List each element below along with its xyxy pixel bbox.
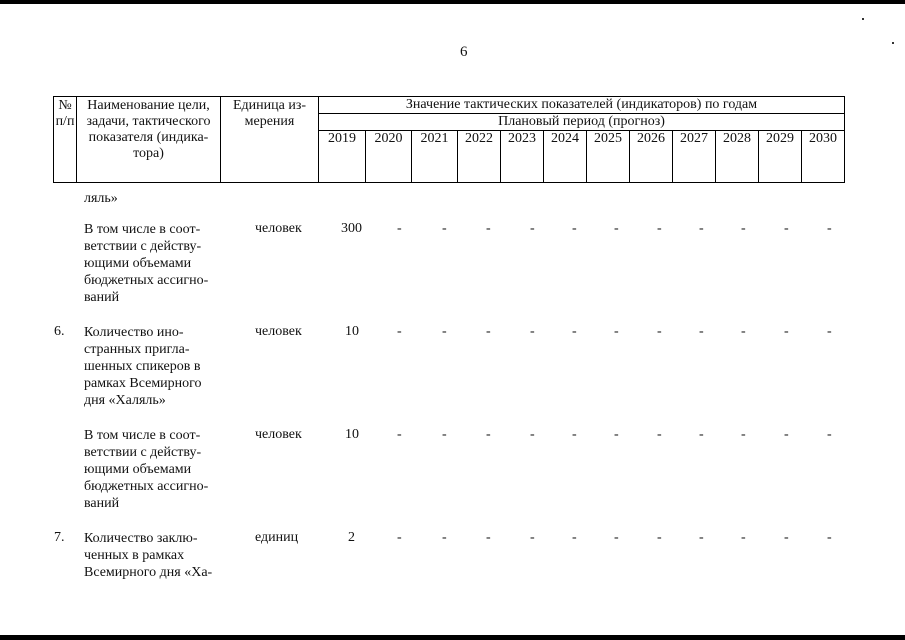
row-value-dash-2025: -: [614, 221, 619, 236]
row-number: 7.: [54, 530, 65, 545]
row-value-dash-2029: -: [784, 221, 789, 236]
row-value-dash-2030: -: [827, 324, 832, 339]
row-value-dash-2026: -: [657, 427, 662, 442]
row-value-dash-2026: -: [657, 221, 662, 236]
header-name: Наименование цели, задачи, тактического показателя (индика- тора): [77, 97, 221, 183]
row-value-dash-2021: -: [442, 427, 447, 442]
scan-speck: [892, 42, 894, 44]
row-value-dash-2020: -: [397, 324, 402, 339]
row-value-dash-2028: -: [741, 530, 746, 545]
row-value-dash-2022: -: [486, 221, 491, 236]
row-value-dash-2030: -: [827, 427, 832, 442]
row-number: 6.: [54, 324, 65, 339]
year-cell: 2025: [587, 131, 630, 183]
row-value-dash-2025: -: [614, 427, 619, 442]
row-name: В том числе в соот- ветствии с действу- ющими объемами бюджетных ассигно- ваний: [84, 428, 209, 511]
scan-bottom-edge: [0, 635, 905, 640]
row-value-dash-2020: -: [397, 530, 402, 545]
row-value-dash-2029: -: [784, 530, 789, 545]
row-value-dash-2028: -: [741, 324, 746, 339]
row-unit: человек: [255, 221, 302, 236]
row-value-dash-2021: -: [442, 324, 447, 339]
header-values-title: Значение тактических показателей (индикаторов) по годам: [319, 97, 845, 114]
year-cell: 2020: [366, 131, 412, 183]
row-value-dash-2027: -: [699, 324, 704, 339]
row-unit: единиц: [255, 530, 299, 545]
row-value-dash-2026: -: [657, 324, 662, 339]
row-value-dash-2027: -: [699, 530, 704, 545]
row-value-dash-2025: -: [614, 324, 619, 339]
scan-speck: [862, 18, 864, 20]
row-value-dash-2028: -: [741, 221, 746, 236]
header-num: № п/п: [54, 97, 77, 183]
year-cell: 2030: [802, 131, 845, 183]
year-cell: 2027: [673, 131, 716, 183]
row-value-dash-2025: -: [614, 530, 619, 545]
header-period: Плановый период (прогноз): [319, 114, 845, 131]
row-value-dash-2029: -: [784, 427, 789, 442]
carryover-text: ляль»: [84, 191, 118, 206]
scan-top-edge: [0, 0, 905, 4]
row-value-dash-2024: -: [572, 324, 577, 339]
row-value-dash-2024: -: [572, 221, 577, 236]
year-cell: 2023: [501, 131, 544, 183]
row-value-dash-2023: -: [530, 427, 535, 442]
year-cell: 2022: [458, 131, 501, 183]
row-value-dash-2029: -: [784, 324, 789, 339]
row-unit: человек: [255, 427, 302, 442]
row-value-dash-2026: -: [657, 530, 662, 545]
row-value-dash-2022: -: [486, 324, 491, 339]
row-value-2019: 10: [345, 324, 359, 339]
year-cell: 2028: [716, 131, 759, 183]
row-value-2019: 10: [345, 427, 359, 442]
row-value-dash-2030: -: [827, 221, 832, 236]
row-value-dash-2024: -: [572, 427, 577, 442]
row-value-dash-2021: -: [442, 221, 447, 236]
row-value-dash-2021: -: [442, 530, 447, 545]
row-value-dash-2027: -: [699, 427, 704, 442]
year-cell: 2021: [412, 131, 458, 183]
row-name: Количество ино- странных пригла- шенных спикеров в рамках Всемирного дня «Халяль»: [84, 325, 202, 408]
year-cell: 2026: [630, 131, 673, 183]
row-value-dash-2022: -: [486, 427, 491, 442]
indicator-table-header: [53, 96, 845, 183]
year-cell: 2019: [319, 131, 366, 183]
row-value-dash-2023: -: [530, 530, 535, 545]
row-value-2019: 300: [341, 221, 362, 236]
row-value-dash-2020: -: [397, 427, 402, 442]
row-value-dash-2024: -: [572, 530, 577, 545]
row-value-dash-2023: -: [530, 324, 535, 339]
row-value-dash-2023: -: [530, 221, 535, 236]
row-value-dash-2030: -: [827, 530, 832, 545]
row-value-dash-2027: -: [699, 221, 704, 236]
row-name: Количество заклю- ченных в рамках Всемирного дня «Ха-: [84, 531, 213, 580]
row-name: В том числе в соот- ветствии с действу- ющими объемами бюджетных ассигно- ваний: [84, 222, 209, 305]
header-unit: Единица из- мерения: [221, 97, 319, 183]
row-value-dash-2020: -: [397, 221, 402, 236]
row-value-2019: 2: [348, 530, 355, 545]
row-value-dash-2022: -: [486, 530, 491, 545]
page-number: 6: [460, 44, 468, 60]
row-unit: человек: [255, 324, 302, 339]
year-cell: 2024: [544, 131, 587, 183]
row-value-dash-2028: -: [741, 427, 746, 442]
year-cell: 2029: [759, 131, 802, 183]
